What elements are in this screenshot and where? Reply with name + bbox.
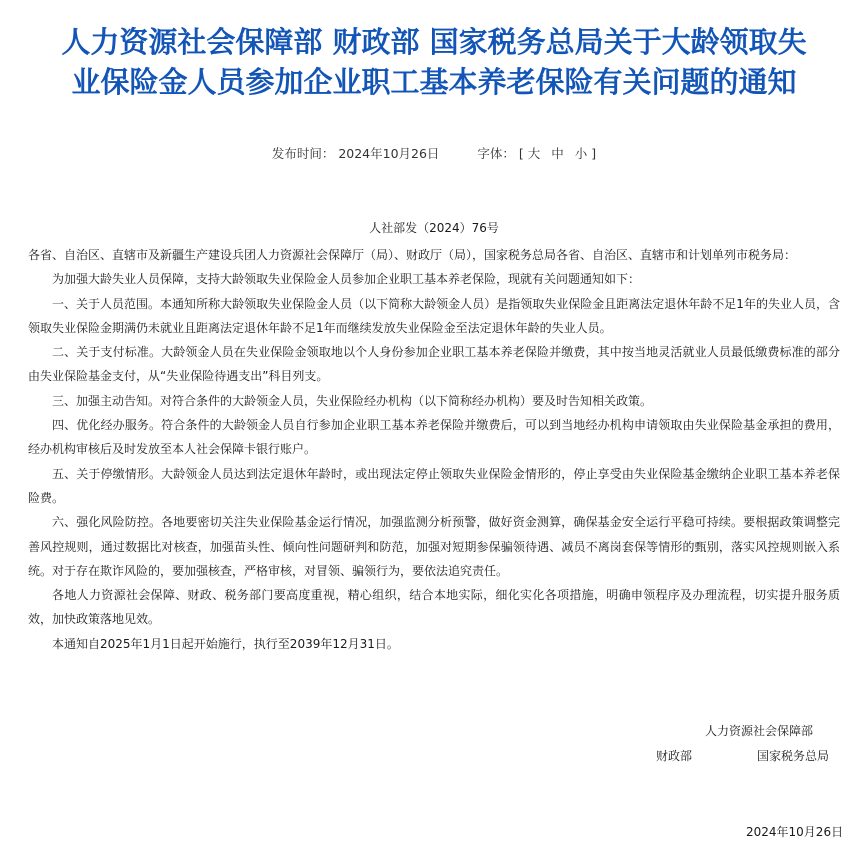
page-title xyxy=(20,22,848,102)
publish-label: 发布时间： xyxy=(271,146,335,161)
document-number: 人社部发（2024）76号 xyxy=(369,221,499,235)
font-size-bracket-open: [ xyxy=(518,146,524,161)
publish-date: 2024年10月26日 xyxy=(338,146,440,161)
paragraph-1-scope: 一、关于人员范围。本通知所称大龄领取失业保险金人员（以下简称大龄领金人员）是指领取失业保险金且距离法定退休年龄不足1年的失业人员，含领取失业保险金期满仍未就业且距离法定退休年龄不足1年而继续发放失业保险金至法定退休年龄的失业人员。 xyxy=(28,296,840,335)
paragraph-3-notification: 三、加强主动告知。对符合条件的大龄领金人员，失业保险经办机构（以下简称经办机构）要及时告知相关政策。 xyxy=(52,393,653,408)
paragraph-5-stop: 五、关于停缴情形。大龄领金人员达到法定退休年龄时，或出现法定停止领取失业保险金情形的，停止享受由失业保险基金缴纳企业职工基本养老保险费。 xyxy=(28,466,840,505)
font-size-large-link[interactable]: 大 xyxy=(527,146,541,161)
paragraph-2-payment: 二、关于支付标准。大龄领金人员在失业保险金领取地以个人身份参加企业职工基本养老保险并缴费，其中按当地灵活就业人员最低缴费标准的部分由失业保险基金支付，从“失业保险待遇支出”科目列支。 xyxy=(28,345,840,384)
font-size-label: 字体： xyxy=(477,146,515,161)
paragraph-6-risk: 六、强化风险防控。各地要密切关注失业保险基金运行情况，加强监测分析预警，做好资金测算，确保基金安全运行平稳可持续。要根据政策调整完善风控规则，通过数据比对核查，加强苗头性、倾向性问题研判和防范，加强对短期参保骗领待遇、减员不离岗套保等情形的甄别，落实风控规则嵌入系统。对于存在欺诈风险的，要加强核查，严格审核，对冒领、骗领行为，要依法追究责任。 xyxy=(28,515,840,578)
title-line-2: 业保险金人员参加企业职工基本养老保险有关问题的通知 xyxy=(71,65,797,99)
title-line-1: 人力资源社会保障部 财政部 国家税务总局关于大龄领取失 xyxy=(61,25,807,59)
meta-bar xyxy=(0,145,868,163)
addressee: 各省、自治区、直辖市及新疆生产建设兵团人力资源社会保障厅（局）、财政厅（局），国家税务总局各省、自治区、直辖市和计划单列市税务局： xyxy=(28,248,797,262)
document-body xyxy=(28,243,840,656)
signature-mof: 财政部 xyxy=(656,749,693,763)
paragraph-intro: 为加强大龄失业人员保障，支持大龄领取失业保险金人员参加企业职工基本养老保险，现就有关问题通知如下： xyxy=(52,272,641,287)
paragraph-effective-date: 本通知自2025年1月1日起开始施行，执行至2039年12月31日。 xyxy=(52,636,399,651)
signature-sat: 国家税务总局 xyxy=(757,749,830,763)
paragraph-closing: 各地人力资源社会保障、财政、税务部门要高度重视，精心组织，结合本地实际，细化实化各项措施，明确申领程序及办理流程，切实提升服务质效，加快政策落地见效。 xyxy=(28,588,840,627)
font-size-small-link[interactable]: 小 xyxy=(574,146,588,161)
paragraph-4-service: 四、优化经办服务。符合条件的大龄领金人员自行参加企业职工基本养老保险并缴费后，可以到当地经办机构申请领取由失业保险基金承担的费用，经办机构审核后及时发放至本人社会保障卡银行账户。 xyxy=(28,418,840,457)
signature-date: 2024年10月26日 xyxy=(746,825,844,839)
signature-mohrss: 人力资源社会保障部 xyxy=(705,724,814,738)
font-size-medium-link[interactable]: 中 xyxy=(551,146,564,161)
font-size-bracket-close: ] xyxy=(591,146,597,161)
